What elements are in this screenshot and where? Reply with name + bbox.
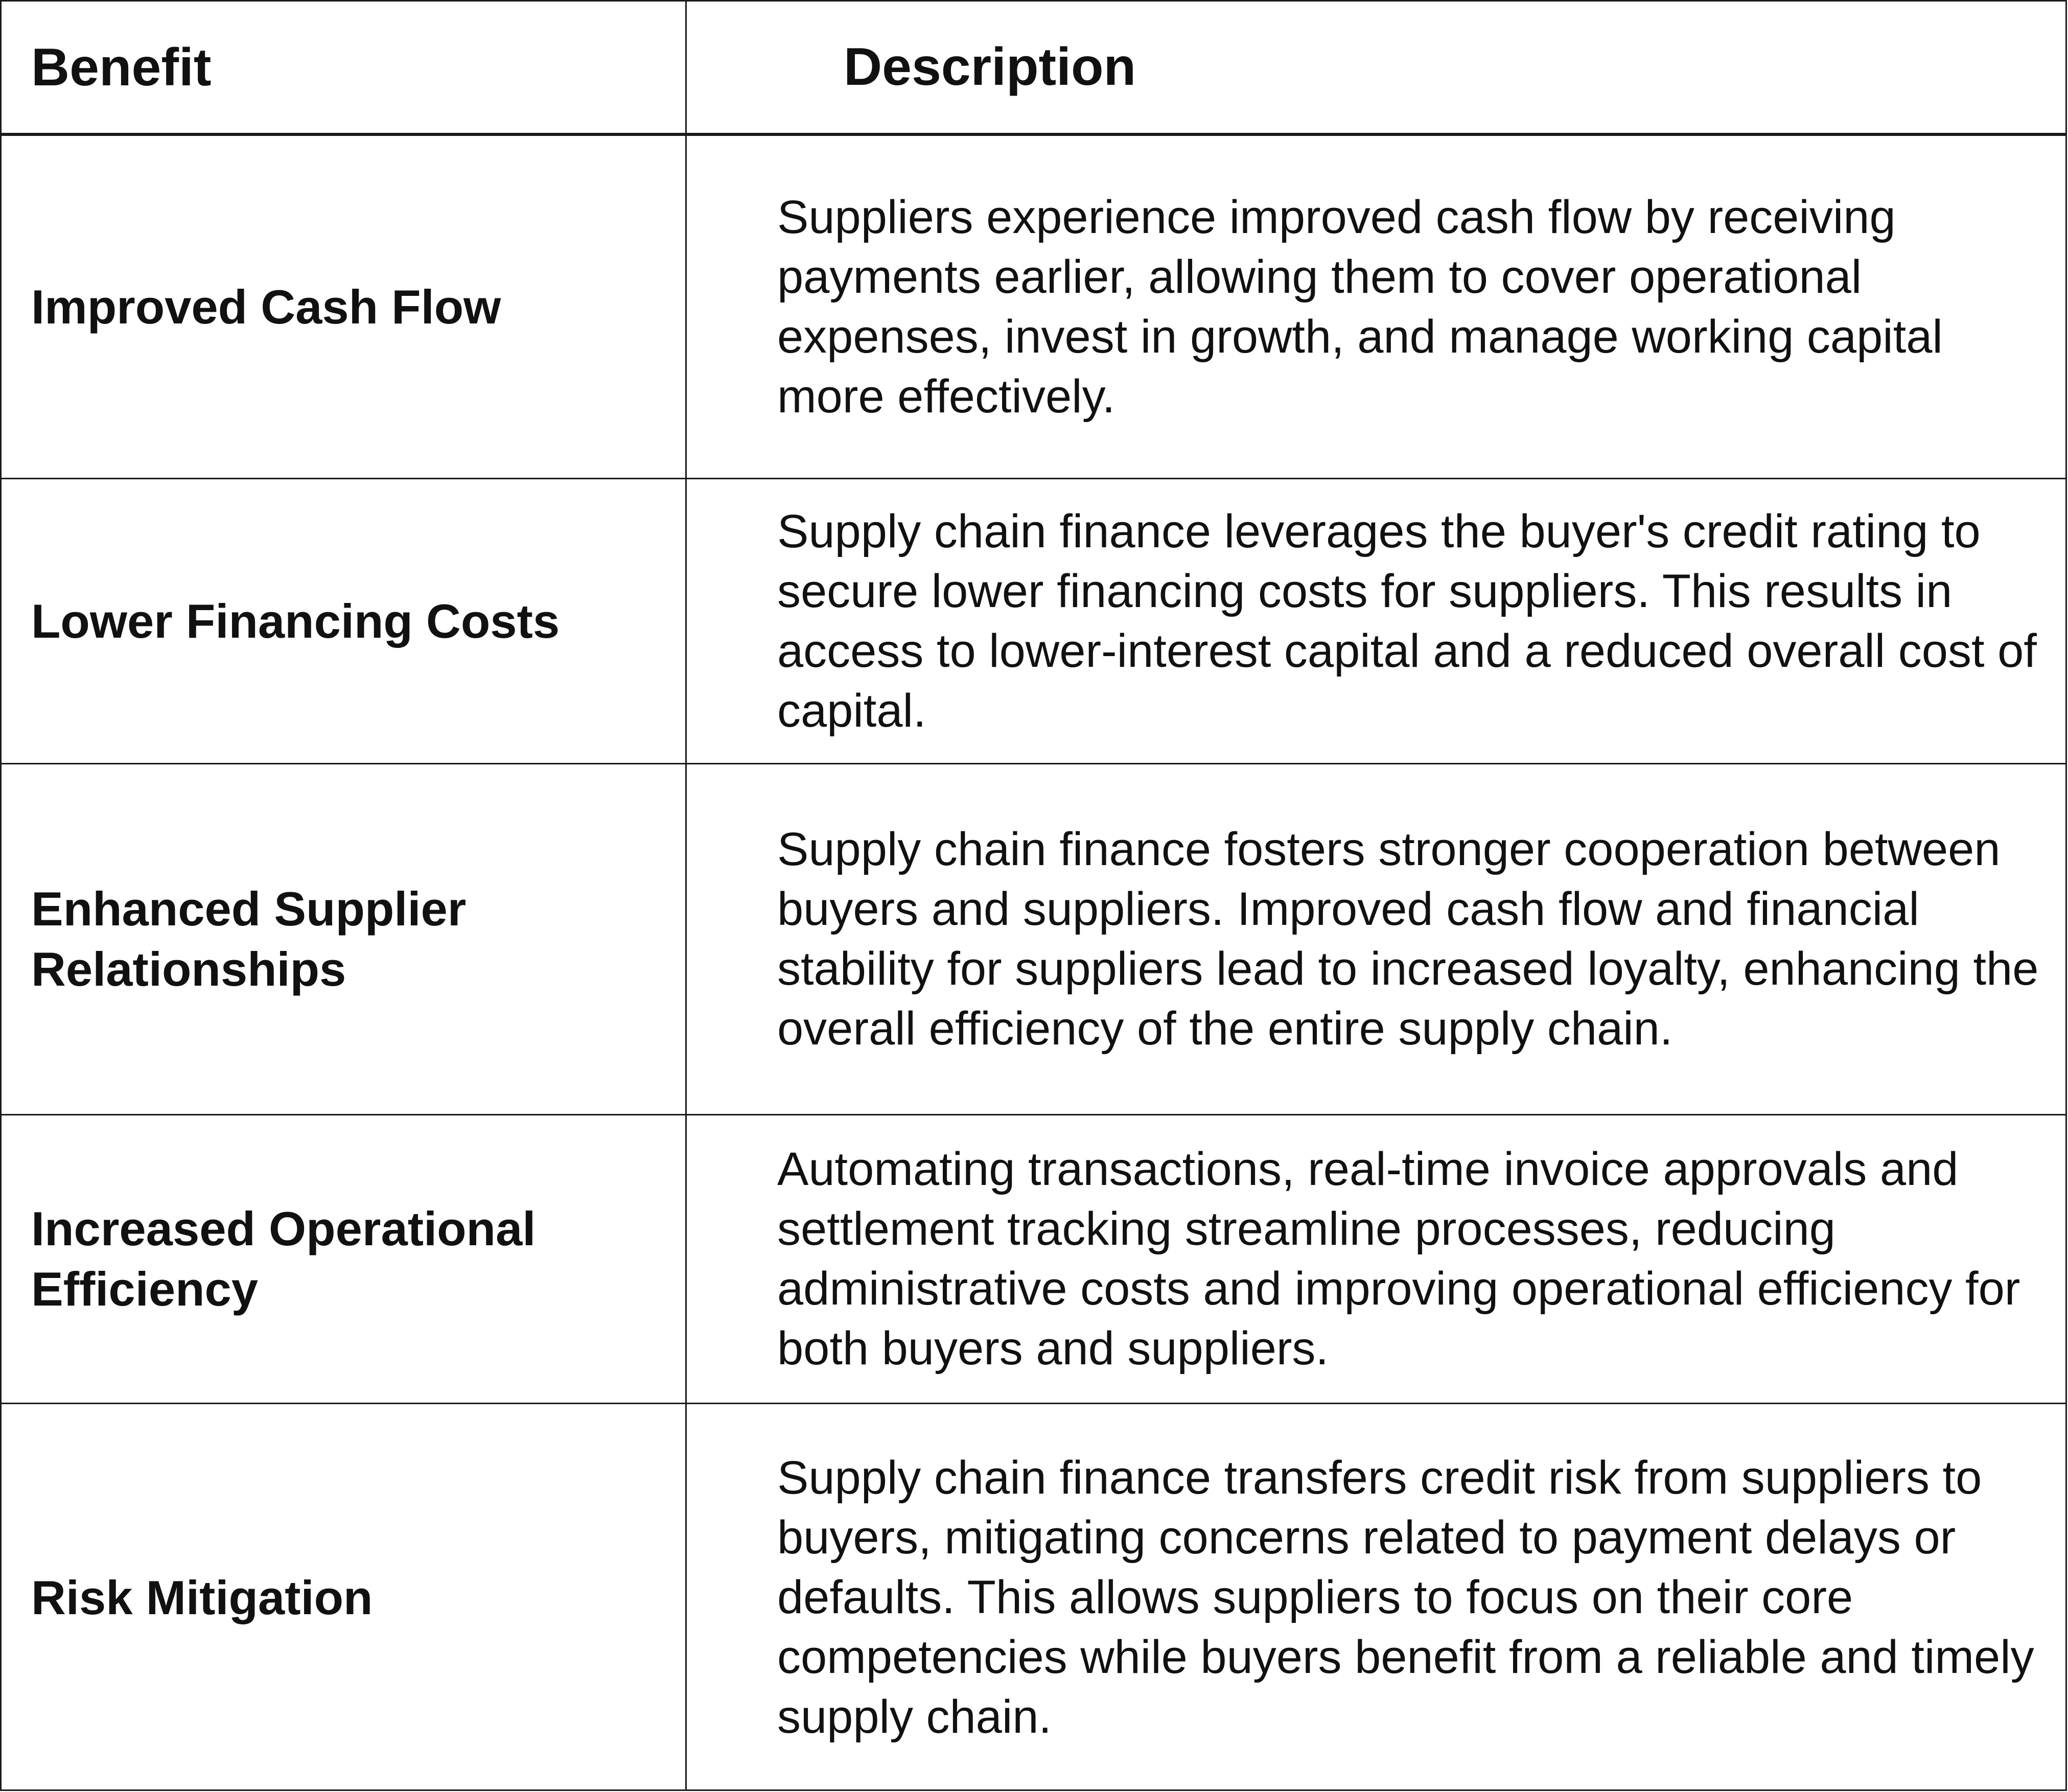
header-description: Description: [844, 37, 1136, 97]
table-row: [2, 1115, 2065, 1404]
table-header-row: [2, 2, 2065, 136]
benefit-cell: Improved Cash Flow: [31, 280, 501, 334]
benefit-cell: Enhanced Supplier Relationships: [31, 882, 467, 996]
benefit-cell: Risk Mitigation: [31, 1570, 373, 1624]
table-row: [2, 479, 2065, 764]
table-row: [2, 136, 2065, 479]
table-row: [2, 764, 2065, 1115]
description-cell: Automating transactions, real-time invoice approvals and settlement tracking streamline processes, reducing administrative costs and improving operational efficiency for both buyers and suppliers.: [777, 1143, 2020, 1375]
table-row: [2, 1404, 2065, 1791]
benefit-cell: Increased Operational Efficiency: [31, 1202, 536, 1316]
description-cell: Suppliers experience improved cash flow by receiving payments earlier, allowing them to cover operational expenses, invest in growth, and manage working capital more effectively.: [777, 191, 1943, 423]
header-benefit: Benefit: [31, 37, 212, 97]
benefit-cell: Lower Financing Costs: [31, 594, 560, 648]
description-cell: Supply chain finance leverages the buyer's credit rating to secure lower financing costs for suppliers. This results in access to lower-interest capital and a reduced overall cost of capital.: [777, 505, 2037, 737]
description-cell: Supply chain finance fosters stronger cooperation between buyers and suppliers. Improved cash flow and financial stability for suppliers lead to increased loyalty, enhancing the overall efficiency of the entire supply chain.: [777, 823, 2039, 1055]
description-cell: Supply chain finance transfers credit risk from suppliers to buyers, mitigating concerns related to payment delays or defaults. This allows suppliers to focus on their core competencies while buyers benefit from a reliable and timely supply chain.: [777, 1452, 2034, 1743]
